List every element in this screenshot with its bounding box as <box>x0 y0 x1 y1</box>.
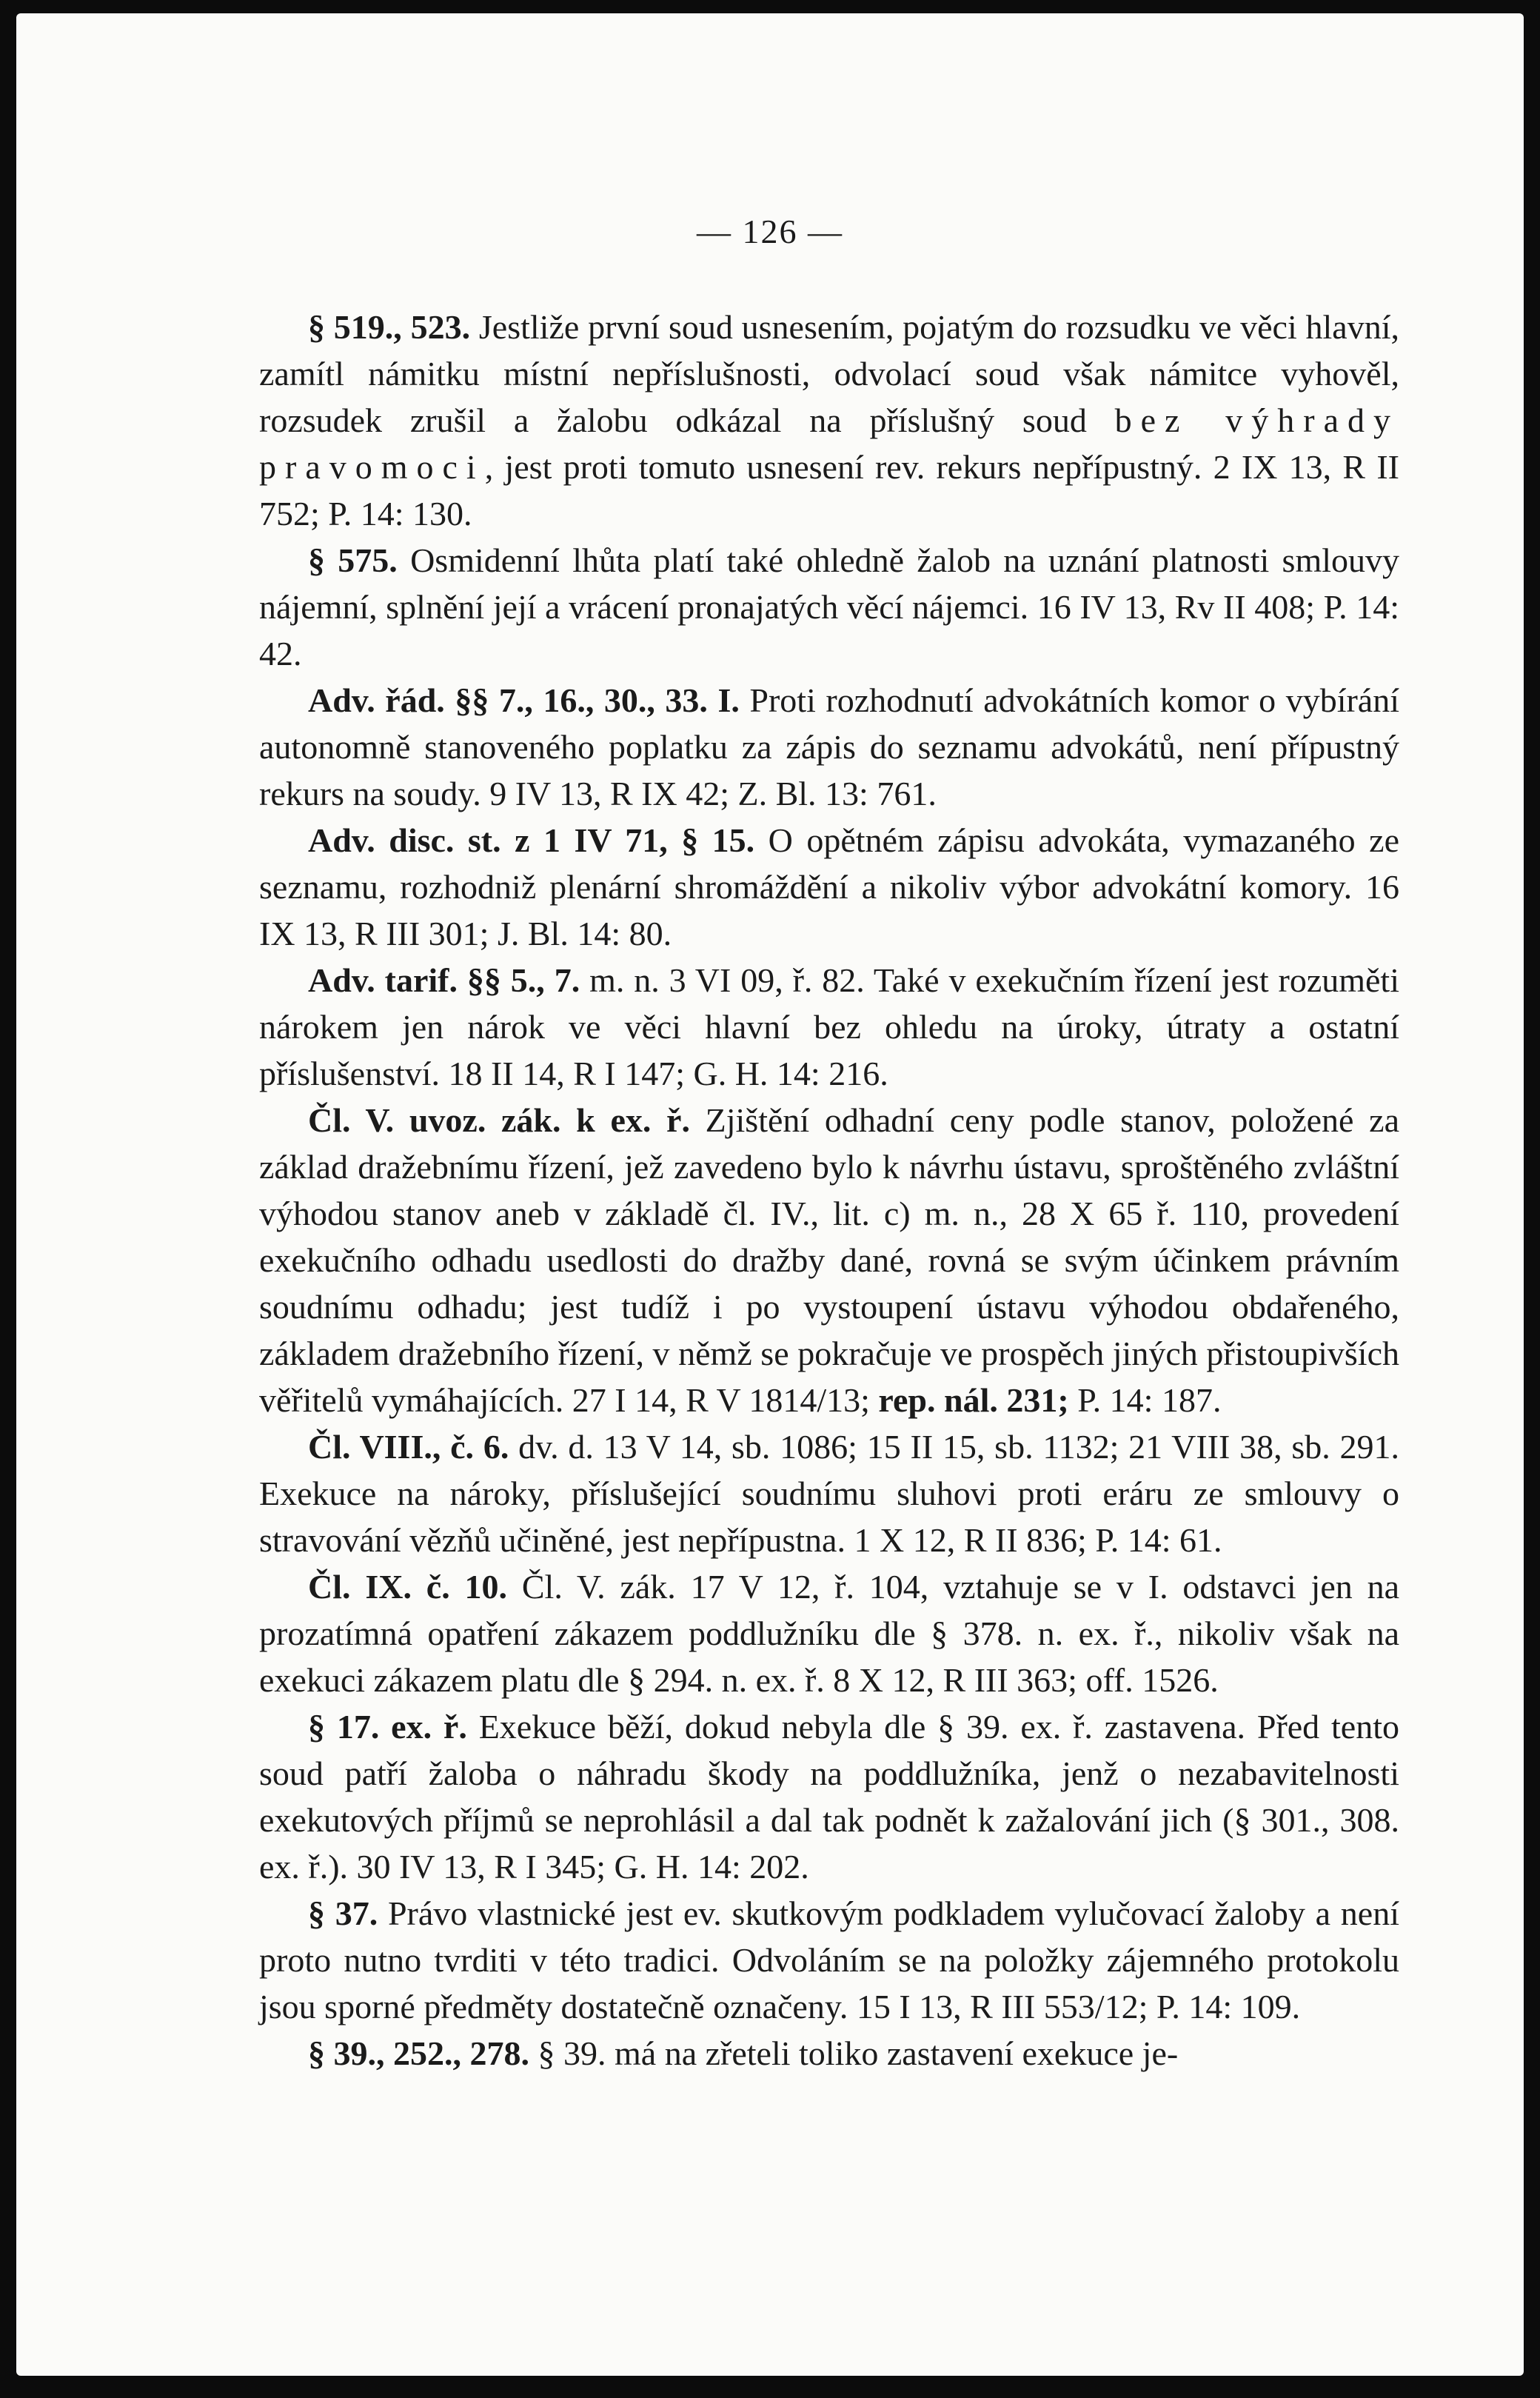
paragraph-heading: § 39., 252., 278. <box>308 2034 529 2072</box>
paragraph <box>259 537 1399 677</box>
paragraph-text: Čl. V. zák. 17 V 12, ř. 104, vztahuje se v I. odstavci jen na prozatímná opatření zákazem poddlužníku dle § 378. n. ex. ř., nikoliv však na exekuci zákazem platu dle § 294. n. ex. ř. 8 X 12, R III 363; off. 1526. <box>259 1568 1399 1699</box>
paragraph-text: Exekuce běží, dokud nebyla dle § 39. ex. ř. zastavena. Před tento soud patří žaloba o náhradu škody na poddlužníka, jenž o nezabavitelnosti exekutových příjmů se neprohlásil a dal tak podnět k zažalování jich (§ 301., 308. ex. ř.). 30 IV 13, R I 345; G. H. 14: 202. <box>259 1708 1399 1886</box>
paragraph-heading: Čl. V. uvoz. zák. k ex. ř. <box>308 1101 690 1139</box>
paragraph-heading: Čl. IX. č. 10. <box>308 1568 508 1606</box>
paragraph-heading: § 575. <box>308 541 398 579</box>
paragraph-text: rep. nál. 231; <box>878 1381 1069 1419</box>
paragraph <box>259 1563 1399 1703</box>
paragraph-heading: § 519., 523. <box>308 308 471 346</box>
paragraph-text: O opětném zápisu advokáta, vymazaného ze seznamu, rozhodniž plenární shromáždění a nikoliv výbor advokátní komory. 16 IX 13, R III 301; J. Bl. 14: 80. <box>259 821 1399 952</box>
paragraph-text: m. n. 3 VI 09, ř. 82. Také v exekučním řízení jest rozuměti nárokem jen nárok ve věci hlavní bez ohledu na úroky, útraty a ostatní příslušenství. 18 II 14, R I 147; G. H. 14: 216. <box>259 961 1399 1092</box>
paragraph-text: bez výhrady pravomoci <box>259 401 1399 486</box>
paragraph-heading: Čl. VIII., č. 6. <box>308 1428 509 1466</box>
paragraph-heading: Adv. disc. st. z 1 IV 71, § 15. <box>308 821 755 859</box>
paragraph-text: dv. d. 13 V 14, sb. 1086; 15 II 15, sb. 1132; 21 VIII 38, sb. 291. Exekuce na nároky, příslušející soudnímu sluhovi proti eráru ze smlouvy o stravování vězňů učiněné, jest nepřípustna. 1 X 12, R II 836; P. 14: 61. <box>259 1428 1400 1559</box>
paragraph <box>259 957 1399 1097</box>
paragraph <box>259 817 1399 957</box>
paragraph <box>259 677 1399 817</box>
paragraph-text: , jest proti tomuto usnesení rev. rekurs nepřípustný. 2 IX 13, R II 752; P. 14: 130. <box>259 448 1399 532</box>
paragraph-text: Právo vlastnické jest ev. skutkovým podkladem vylučovací žaloby a není proto nutno tvrditi v této tradici. Odvoláním se na položky zájemného protokolu jsou sporné předměty dostatečně označeny. 15 I 13, R III 553/12; P. 14: 109. <box>259 1894 1399 2025</box>
paragraph-text: Zjištění odhadní ceny podle stanov, položené za základ dražebnímu řízení, jež zavedeno bylo k návrhu ústavu, sproštěného zvláštní výhodou stanov aneb v základě čl. IV., lit. c) m. n., 28 X 65 ř. 110, provedení exekučního odhadu usedlosti do dražby dané, rovná se svým účinkem právním soudnímu odhadu; jest tudíž i po vystoupení ústavu výhodou obdařeného, základem dražebního řízení, v němž se pokračuje ve prospěch jiných přistoupivších věřitelů vymáhajících. 27 I 14, R V 1814/13; <box>259 1101 1399 1419</box>
paragraph-text: Proti rozhodnutí advokátních komor o vybírání autonomně stanoveného poplatku za zápis do seznamu advokátů, není přípustný rekurs na soudy. 9 IV 13, R IX 42; Z. Bl. 13: 761. <box>259 681 1400 812</box>
paragraph <box>259 304 1399 537</box>
paragraph-heading: § 37. <box>308 1894 378 1932</box>
paragraph <box>259 1097 1399 1423</box>
paragraph-text: Jestliže první soud usnesením, pojatým do rozsudku ve věci hlavní, zamítl námitku místní nepříslušnosti, odvolací soud však námitce vyhověl, rozsudek zrušil a žalobu odkázal na příslušný soud <box>259 308 1400 439</box>
page-number: — 126 — <box>697 213 843 250</box>
document-page <box>16 13 1524 2376</box>
paragraph <box>259 1890 1399 2030</box>
body-text <box>259 304 1399 2077</box>
paragraph-heading: Adv. řád. §§ 7., 16., 30., 33. I. <box>308 681 740 719</box>
paragraph-text: P. 14: 187. <box>1068 1381 1222 1419</box>
paragraph-text: § 39. má na zřeteli toliko zastavení exekuce je- <box>529 2034 1179 2072</box>
paragraph <box>259 1423 1399 1563</box>
paragraph-text: Osmidenní lhůta platí také ohledně žalob na uznání platnosti smlouvy nájemní, splnění její a vrácení pronajatých věcí nájemci. 16 IV 13, Rv II 408; P. 14: 42. <box>259 541 1400 672</box>
paragraph <box>259 2030 1399 2077</box>
paragraph-heading: § 17. ex. ř. <box>308 1708 467 1746</box>
paragraph <box>259 1703 1399 1890</box>
paragraph-heading: Adv. tarif. §§ 5., 7. <box>308 961 580 999</box>
